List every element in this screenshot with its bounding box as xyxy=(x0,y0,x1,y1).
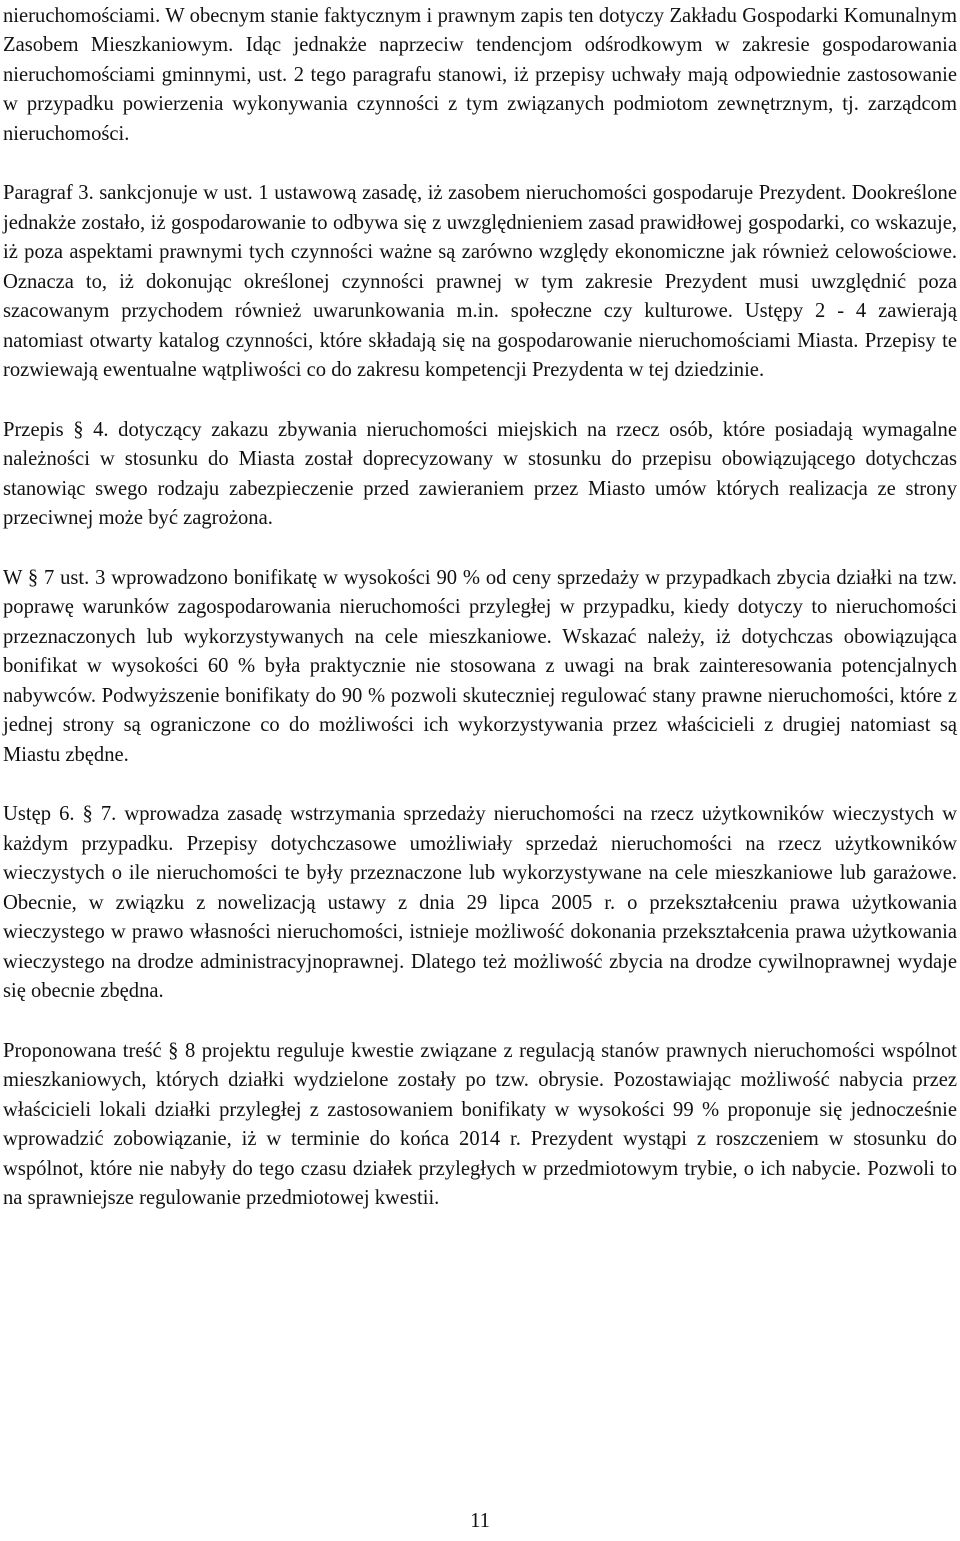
paragraph-section-7-paragraph-6: Ustęp 6. § 7. wprowadza zasadę wstrzymania sprzedaży nieruchomości na rzecz użytkowników wieczystych w każdym przypadku. Przepisy dotychczasowe umożliwiały sprzedaż nieruchomości na rzecz użytkowników wieczystych o ile nieruchomości te były przeznaczone lub wykorzystywane na cele mieszkaniowe lub garażowe. Obecnie, w związku z nowelizacją ustawy z dnia 29 lipca 2005 r. o przekształceniu prawa użytkowania wieczystego w prawo własności nieruchomości, istnieje możliwość dokonania przekształcenia prawa użytkowania wieczystego na drodze administracyjnoprawnej. Dlatego też możliwość zbycia na drodze cywilnoprawnej wydaje się obecnie zbędna. xyxy=(3,803,957,1002)
page-number: 11 xyxy=(470,1510,490,1532)
paragraph-intro-continuation: nieruchomościami. W obecnym stanie faktycznym i prawnym zapis ten dotyczy Zakładu Gospodarki Komunalnym Zasobem Mieszkaniowym. Idąc jednakże naprzeciw tendencjom odśrodkowym w zakresie gospodarowania nieruchomościami gminnymi, ust. 2 tego paragrafu stanowi, iż przepisy uchwały mają odpowiednie zastosowanie w przypadku powierzenia wykonywania czynności z tym związanych podmiotom zewnętrznym, tj. zarządcom nieruchomości. xyxy=(3,4,957,145)
paragraph-section-7-bonus: W § 7 ust. 3 wprowadzono bonifikatę w wysokości 90 % od ceny sprzedaży w przypadkach zbycia działki na tzw. poprawę warunków zagospodarowania nieruchomości przyległej w przypadku, kiedy dotyczy to nieruchomości przeznaczonych lub wykorzystywanych na cele mieszkaniowe. Wskazać należy, iż dotychczas obowiązująca bonifikat w wysokości 60 % była praktycznie nie stosowana z uwagi na brak zainteresowania potencjalnych nabywców. Podwyższenie bonifikaty do 90 % pozwoli skuteczniej regulować stany prawne nieruchomości, które z jednej strony są ograniczone co do możliwości ich wykorzystywania przez właścicieli z drugiej natomiast są Miastu zbędne. xyxy=(3,566,957,766)
paragraph-section-3: Paragraf 3. sankcjonuje w ust. 1 ustawową zasadę, iż zasobem nieruchomości gospodaruje Prezydent. Dookreślone jednakże zostało, iż gospodarowanie to odbywa się z uwzględnieniem zasad prawidłowej gospodarki, co wskazuje, iż poza aspektami prawnymi tych czynności ważne są zarówno względy ekonomiczne jak również celowościowe. Oznacza to, iż dokonując określonej czynności prawnej w tym zakresie Prezydent musi uwzględnić poza szacowanym przychodem również uwarunkowania m.in. społeczne czy kulturowe. Ustępy 2 - 4 zawierają natomiast otwarty katalog czynności, które składają się na gospodarowanie nieruchomościami Miasta. Przepisy te rozwiewają ewentualne wątpliwości co do zakresu kompetencji Prezydenta w tej dziedzinie. xyxy=(3,182,957,381)
paragraph-section-8: Proponowana treść § 8 projektu reguluje kwestie związane z regulacją stanów prawnych nieruchomości wspólnot mieszkaniowych, których działki wydzielone zostały po tzw. obrysie. Pozostawiając możliwość nabycia przez właścicieli lokali działki przyległej z zastosowaniem bonifikaty w wysokości 99 % proponuje się jednocześnie wprowadzić zobowiązanie, iż w terminie do końca 2014 r. Prezydent wystąpi z roszczeniem w stosunku do wspólnot, które nie nabyły do tego czasu działek przyległych w przedmiotowym trybie, o ich nabycie. Pozwoli to na sprawniejsze regulowanie przedmiotowej kwestii. xyxy=(3,1039,957,1209)
paragraph-section-4: Przepis § 4. dotyczący zakazu zbywania nieruchomości miejskich na rzecz osób, które posiadają wymagalne należności w stosunku do Miasta został doprecyzowany w stosunku do przepisu obowiązującego dotychczas stanowiąc swego rodzaju zabezpieczenie przed zawieraniem przez Miasto umów których realizacja ze strony przeciwnej może być zagrożona. xyxy=(3,418,957,529)
